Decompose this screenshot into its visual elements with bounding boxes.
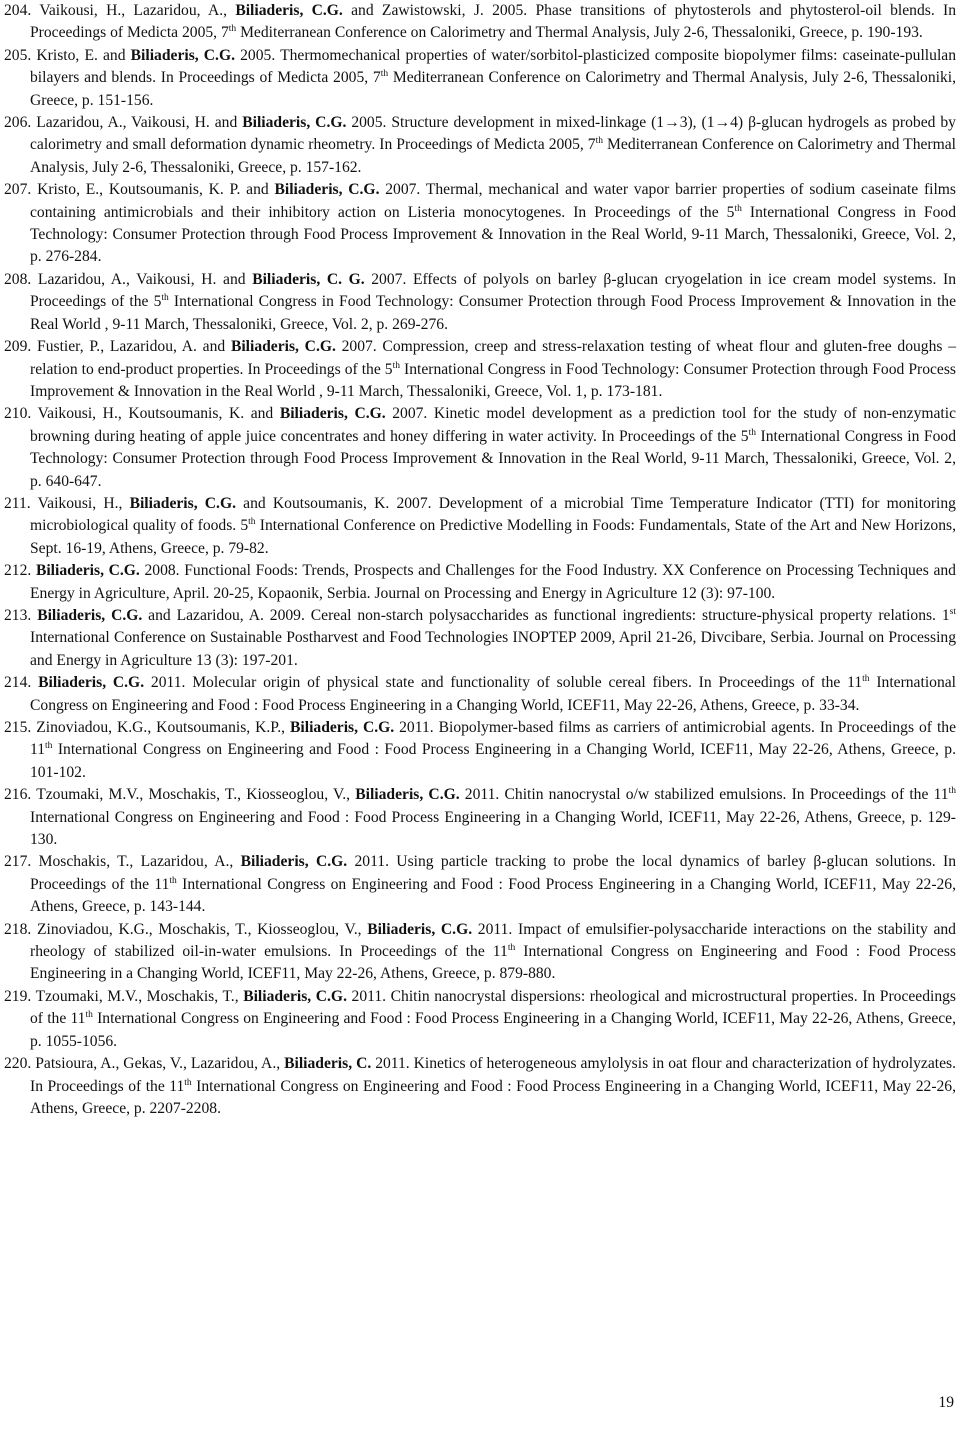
reference-text: International Congress on Engineering and Food : Food Process Engineering in a Changing World, ICEF11, May 22-26, Athens, Greece, p. 2207-2208. <box>30 1077 957 1117</box>
highlighted-author: Biliaderis, C.G. <box>290 719 395 736</box>
reference-number: 219. <box>4 987 36 1005</box>
reference-text: International Congress on Engineering and Food : Food Process Engineering in a Changing World, ICEF11, May 22-26, Athens, Greece, p. 101-102. <box>30 741 956 781</box>
highlighted-author: Biliaderis, C.G. <box>35 562 140 580</box>
reference-text: Lazaridou, A., Vaikousi, H. and <box>36 114 243 132</box>
reference-text: Moschakis, T., Lazaridou, A., <box>38 853 241 871</box>
reference-text: 2005. Structure development in mixed-linkage (1→3), (1→4) β-glucan hydrogels as probed by calorimetry and small deformation dynamic rheometry. In Proceedings of Medicta 2005, 7 <box>30 114 956 154</box>
reference-text: and Zawistowski, J. 2005. Phase transitions of phytosterols and phytosterol-oil blends. In Proceedings of Medicta 2005, 7 <box>30 2 957 42</box>
reference-text: International Conference on Predictive Modelling in Foods: Fundamentals, State of the Art and New Horizons, Sept. 16-19, Athens, Greece, p. 79-82. <box>30 517 956 557</box>
ordinal-superscript: th <box>45 741 53 752</box>
ordinal-superscript: st <box>949 606 956 617</box>
reference-text: Vaikousi, H., Koutsoumanis, K. and <box>37 405 280 423</box>
reference-text: 2007. Kinetic model development as a prediction tool for the study of non-enzymatic browning during heating of apple juice concentrates and honey differing in water activity. In Proceedings of the 5 <box>30 405 957 445</box>
reference-item <box>4 112 956 179</box>
ordinal-superscript: th <box>161 293 169 304</box>
page-number: 19 <box>938 1394 954 1411</box>
reference-text: Mediterranean Conference on Calorimetry and Thermal Analysis, July 2-6, Thessaloniki, Greece, p. 151-156. <box>30 69 956 109</box>
reference-text: International Congress on Engineering and Food : Food Process Engineering in a Changing World, ICEF11, May 22-26, Athens, Greece, p. 879-880. <box>30 943 956 983</box>
highlighted-author: Biliaderis, C.G. <box>355 786 460 804</box>
reference-number: 214. <box>4 674 39 692</box>
reference-text: Tzoumaki, M.V., Moschakis, T., Kiosseoglou, V., <box>36 786 356 804</box>
reference-text: 2007. Effects of polyols on barley β-glucan cryogelation in ice cream model systems. In Proceedings of the 5 <box>30 270 957 311</box>
reference-text: International Congress in Food Technology: Consumer Protection through Food Process Improvement & Innovation in the Real World, 9-11 March, Thessaloniki, Greece, Vol. 2, p. 276-284. <box>30 203 956 266</box>
ordinal-superscript: th <box>248 517 256 528</box>
highlighted-author: Biliaderis, C.G. <box>38 674 145 692</box>
reference-number: 211. <box>4 494 38 512</box>
ordinal-superscript: th <box>862 674 870 685</box>
reference-text: 2007. Thermal, mechanical and water vapor barrier properties of sodium caseinate films containing antimicrobials and their inhibitory action on Listeria monocytogenes. In Proceedings of the 5 <box>30 181 957 221</box>
reference-number: 207. <box>4 181 38 199</box>
reference-text: and Koutsoumanis, K. 2007. Development of a microbial Time Temperature Indicator (TTI) for monitoring microbiological quality of foods. 5 <box>30 494 956 535</box>
reference-text: International Congress on Engineering and Food : Food Process Engineering in a Changing World, ICEF11, May 22-26, Athens, Greece, p. 129-130. <box>30 808 956 849</box>
reference-number: 215. <box>4 719 37 736</box>
reference-item <box>4 45 956 112</box>
reference-text: International Congress in Food Technology: Consumer Protection through Food Process Improvement & Innovation in the Real World , 9-11 March, Thessaloniki, Greece, Vol. 1, p. 173-181. <box>30 360 956 400</box>
reference-text: Zinoviadou, K.G., Koutsoumanis, K.P., <box>36 719 290 736</box>
reference-text: Vaikousi, H., <box>37 494 130 512</box>
reference-text: International Congress on Engineering and Food : Food Process Engineering in a Changing World, ICEF11, May 22-26, Athens, Greece, p. 1055-1056. <box>30 1010 956 1050</box>
reference-number: 205. <box>4 46 37 64</box>
reference-number: 210. <box>4 405 38 423</box>
reference-text: International Congress on Engineering and Food : Food Process Engineering in a Changing World, ICEF11, May 22-26, Athens, Greece, p. 143-144. <box>30 875 956 916</box>
reference-text: 2005. Thermomechanical properties of water/sorbitol-plasticized composite biopolymer films: caseinate-pullulan bilayers and blends. In Proceedings of Medicta 2005, 7 <box>30 46 956 87</box>
highlighted-author: Biliaderis, C.G. <box>130 46 235 64</box>
reference-list <box>4 0 956 1120</box>
reference-item <box>4 672 956 717</box>
reference-text: Lazaridou, A., Vaikousi, H. and <box>37 270 253 288</box>
reference-item <box>4 605 956 672</box>
highlighted-author: Biliaderis, C. G. <box>252 270 365 288</box>
ordinal-superscript: th <box>228 24 237 35</box>
reference-text: Kristo, E. and <box>36 46 131 64</box>
ordinal-superscript: th <box>948 786 956 797</box>
reference-item <box>4 336 956 403</box>
reference-item <box>4 919 956 986</box>
reference-text: and Lazaridou, A. 2009. Cereal non-starch polysaccharides as functional ingredients: structure-physical property relations. 1 <box>142 606 950 624</box>
reference-text: Mediterranean Conference on Calorimetry and Thermal Analysis, July 2-6, Thessaloniki, Greece, p. 190-193. <box>236 24 923 42</box>
reference-item <box>4 0 956 45</box>
reference-item <box>4 717 956 784</box>
highlighted-author: Biliaderis, C.G. <box>37 606 143 624</box>
reference-text: International Congress in Food Technology: Consumer Protection through Food Process Improvement & Innovation in the Real World, 9-11 March, Thessaloniki, Greece, Vol. 2, p. 640-647. <box>30 427 956 490</box>
reference-text: Patsioura, A., Gekas, V., Lazaridou, A., <box>35 1055 285 1073</box>
reference-text: International Congress in Food Technology: Consumer Protection through Food Process Improvement & Innovation in the Real World , 9-11 March, Thessaloniki, Greece, Vol. 2, p. 269-276. <box>30 293 956 333</box>
reference-text: 2011. Chitin nanocrystal dispersions: rheological and microstructural properties. In Proceedings of the 11 <box>30 987 956 1028</box>
reference-number: 218. <box>4 920 37 938</box>
reference-text: Fustier, P., Lazaridou, A. and <box>37 338 231 356</box>
reference-number: 212. <box>4 562 36 580</box>
reference-text: 2011. Impact of emulsifier-polysaccharide interactions on the stability and rheology of stabilized oil-in-water emulsions. In Proceedings of the 11 <box>30 920 956 961</box>
reference-text: International Congress on Engineering and Food : Food Process Engineering in a Changing World, ICEF11, May 22-26, Athens, Greece, p. 33-34. <box>30 674 956 714</box>
highlighted-author: Biliaderis, C.G. <box>242 114 347 132</box>
highlighted-author: Biliaderis, C.G. <box>129 494 236 512</box>
reference-item <box>4 560 956 605</box>
reference-text: Tzoumaki, M.V., Moschakis, T., <box>35 987 244 1005</box>
ordinal-superscript: th <box>595 136 603 147</box>
reference-number: 208. <box>4 270 38 288</box>
reference-item <box>4 784 956 851</box>
ordinal-superscript: th <box>169 875 177 886</box>
highlighted-author: Biliaderis, C.G. <box>243 987 347 1005</box>
reference-text: 2011. Molecular origin of physical state and functionality of soluble cereal fibers. In Proceedings of the 11 <box>144 674 863 692</box>
reference-item <box>4 403 956 493</box>
ordinal-superscript: th <box>392 360 400 371</box>
reference-text: International Conference on Sustainable Postharvest and Food Technologies INOPTEP 2009, April 21-26, Divcibare, Serbia. Journal on Processing and Energy in Agriculture 13 (3): 197-201. <box>30 629 956 669</box>
reference-text: Vaikousi, H., Lazaridou, A., <box>39 2 236 19</box>
ordinal-superscript: th <box>734 203 742 214</box>
reference-text: 2008. Functional Foods: Trends, Prospects and Challenges for the Food Industry. XX Conference on Processing Techniques and Energy in Agriculture, April. 20-25, Kopaonik, Serbia. Journal on Processing and Energy in Agriculture 12 (3): 97-100. <box>30 562 956 602</box>
highlighted-author: Biliaderis, C.G. <box>279 405 386 423</box>
reference-text: 2011. Using particle tracking to probe the local dynamics of barley β-glucan solutions. In Proceedings of the 11 <box>30 853 956 893</box>
highlighted-author: Biliaderis, C.G. <box>230 338 336 356</box>
reference-text: 2011. Biopolymer-based films as carriers of antimicrobial agents. In Proceedings of the 11 <box>30 719 956 759</box>
highlighted-author: Biliaderis, C. <box>284 1055 372 1073</box>
ordinal-superscript: th <box>85 1010 93 1021</box>
reference-text: 2011. Kinetics of heterogeneous amylolysis in oat flour and characterization of hydrolyzates. In Proceedings of the 11 <box>30 1055 956 1095</box>
highlighted-author: Biliaderis, C.G. <box>240 853 348 871</box>
reference-number: 220. <box>4 1055 36 1073</box>
reference-item <box>4 986 956 1053</box>
reference-text: 2007. Compression, creep and stress-relaxation testing of wheat flour and gluten-free doughs – relation to end-product properties. In Proceedings of the 5 <box>30 338 956 378</box>
reference-number: 217. <box>4 853 39 871</box>
reference-item <box>4 851 956 918</box>
reference-number: 213. <box>4 606 38 624</box>
highlighted-author: Biliaderis, C.G. <box>235 2 343 19</box>
ordinal-superscript: th <box>380 69 389 80</box>
highlighted-author: Biliaderis, C.G. <box>367 920 473 938</box>
reference-item <box>4 269 956 336</box>
reference-item <box>4 493 956 560</box>
reference-item <box>4 1053 956 1120</box>
reference-text: 2011. Chitin nanocrystal o/w stabilized emulsions. In Proceedings of the 11 <box>459 786 949 804</box>
reference-number: 209. <box>4 338 38 356</box>
reference-text: Mediterranean Conference on Calorimetry and Thermal Analysis, July 2-6, Thessaloniki, Greece, p. 157-162. <box>30 136 956 176</box>
highlighted-author: Biliaderis, C.G. <box>274 181 380 199</box>
ordinal-superscript: th <box>748 427 756 438</box>
ordinal-superscript: th <box>507 943 516 954</box>
ordinal-superscript: th <box>184 1077 192 1088</box>
reference-text: Kristo, E., Koutsoumanis, K. P. and <box>37 181 275 199</box>
reference-number: 206. <box>4 114 37 132</box>
reference-number: 204. <box>4 2 40 19</box>
reference-item <box>4 179 956 269</box>
reference-text: Zinoviadou, K.G., Moschakis, T., Kiosseoglou, V., <box>37 920 368 938</box>
reference-number: 216. <box>4 786 37 804</box>
